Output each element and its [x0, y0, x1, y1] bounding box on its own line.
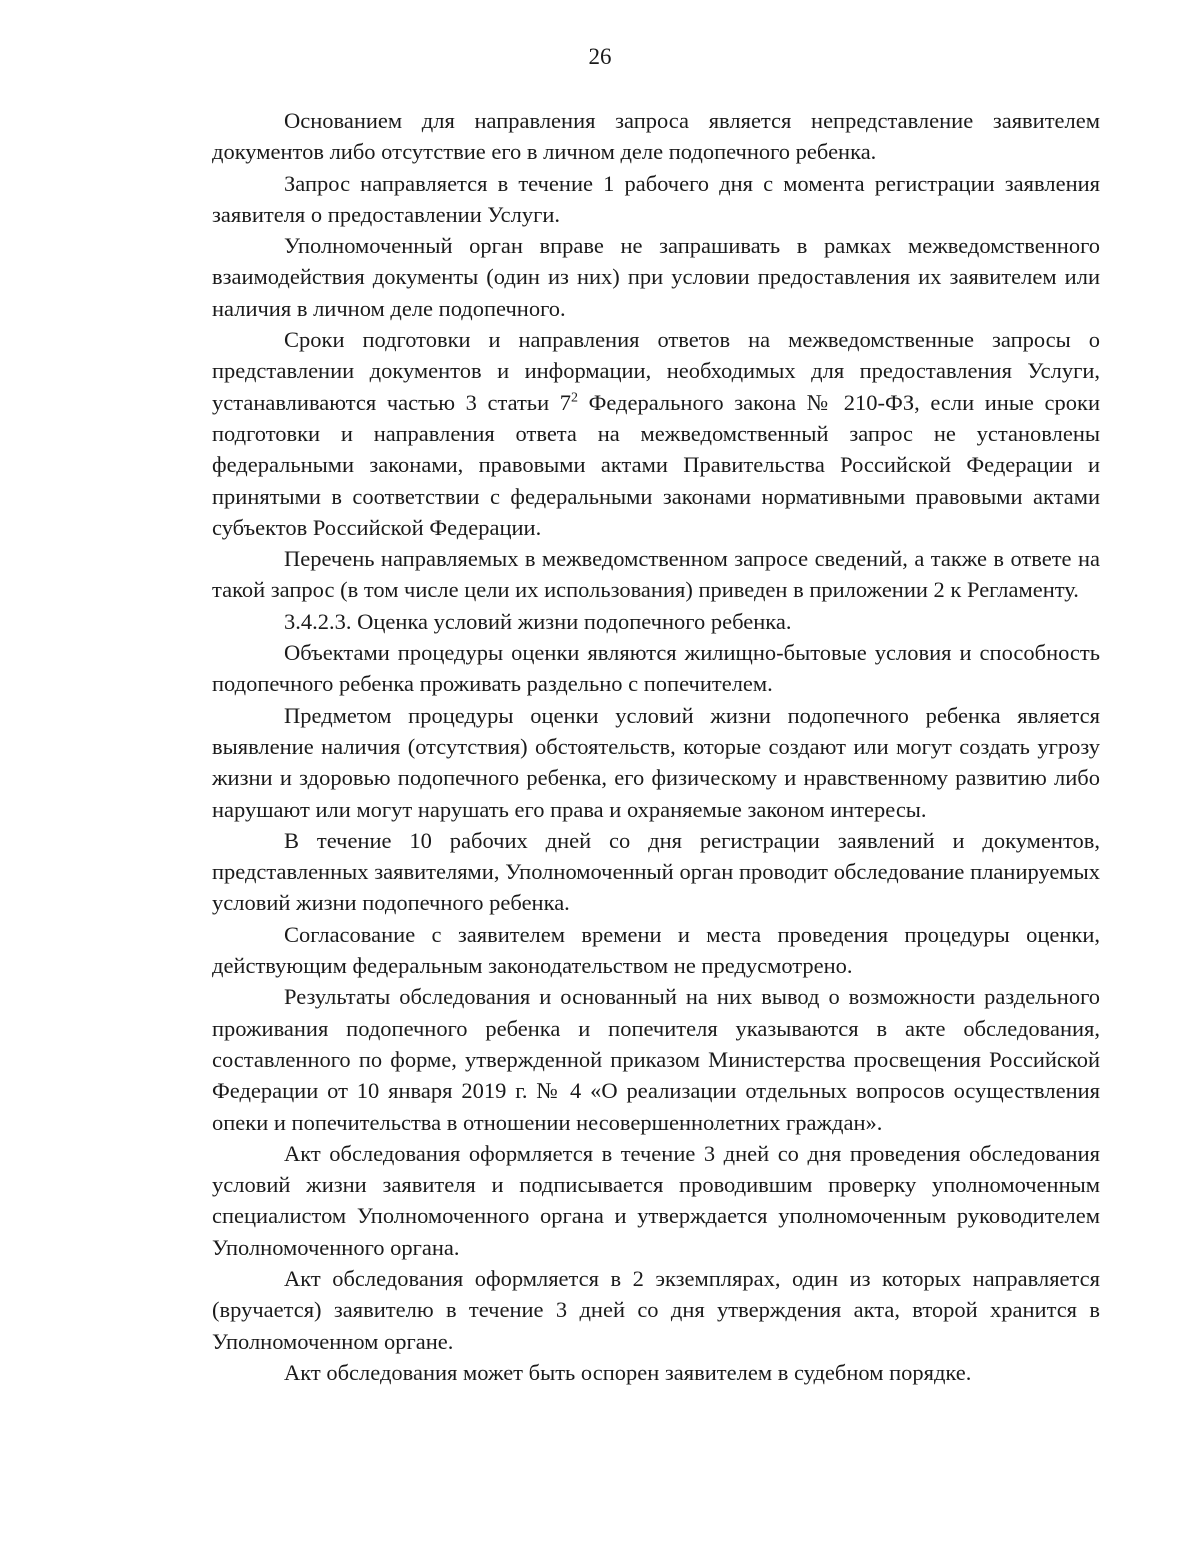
deadlines-text-start: Сроки подготовки и направления ответов на межведомственные запросы о представлении документов и информации, необходимых для предоставления Услуги, устанавливаются частью 3 статьи 7: [212, 327, 1100, 415]
paragraph-authority-right: Уполномоченный орган вправе не запрашивать в рамках межведомственного взаимодействия документы (один из них) при условии предоставления их заявителем или наличия в личном деле подопечного.: [212, 233, 1100, 321]
paragraph-request-information-list: Перечень направляемых в межведомственном запросе сведений, а также в ответе на такой запрос (в том числе цели их использования) приведен в приложении 2 к Регламенту.: [212, 546, 1100, 603]
page-number: 26: [588, 44, 612, 69]
article-superscript: 2: [570, 390, 578, 406]
deadlines-text-end: Федерального закона № 210-ФЗ, если иные сроки подготовки и направления ответа на межведомственный запрос не установлены федеральными законами, правовыми актами Правительства Российской Федерации и принятыми в соответствии с федеральными законами нормативными правовыми актами субъектов Российской Федерации.: [212, 389, 1100, 540]
paragraph-request-basis: Основанием для направления запроса является непредставление заявителем документов либо отсутствие его в личном деле подопечного ребенка.: [212, 108, 1100, 165]
paragraph-act-copies: Акт обследования оформляется в 2 экземплярах, один из которых направляется (вручается) заявителю в течение 3 дней со дня утверждения акта, второй хранится в Уполномоченном органе.: [212, 1265, 1100, 1354]
paragraph-assessment-subject: Предметом процедуры оценки условий жизни подопечного ребенка является выявление наличия (отсутствия) обстоятельств, которые создают или могут создать угрозу жизни и здоровью подопечного ребенка, его физическому и нравственному развитию либо нарушают или могут нарушать его права и охраняемые законом интересы.: [212, 702, 1100, 822]
paragraph-assessment-objects: Объектами процедуры оценки являются жилищно-бытовые условия и способность подопечного ребенка проживать раздельно с попечителем.: [212, 640, 1100, 697]
section-heading-3-4-2-3: 3.4.2.3. Оценка условий жизни подопечного ребенка.: [284, 608, 792, 634]
paragraph-inspection-results: Результаты обследования и основанный на них вывод о возможности раздельного проживания подопечного ребенка и попечителя указываются в акте обследования, составленного по форме, утвержденной приказом Министерства просвещения Российской Федерации от 10 января 2019 г. № 4 «О реализации отдельных вопросов осуществления опеки и попечительства в отношении несовершеннолетних граждан».: [212, 984, 1100, 1135]
paragraph-response-deadlines: [212, 324, 1100, 543]
paragraph-scheduling: Согласование с заявителем времени и места проведения процедуры оценки, действующим федеральным законодательством не предусмотрено.: [212, 921, 1100, 979]
paragraph-request-timing: Запрос направляется в течение 1 рабочего дня с момента регистрации заявления заявителя о предоставлении Услуги.: [212, 170, 1100, 227]
paragraph-inspection-period: В течение 10 рабочих дней со дня регистрации заявлений и документов, представленных заявителями, Уполномоченный орган проводит обследование планируемых условий жизни подопечного ребенка.: [212, 827, 1100, 916]
document-body: [212, 105, 1100, 1388]
paragraph-act-preparation: Акт обследования оформляется в течение 3 дней со дня проведения обследования условий жизни заявителя и подписывается проводившим проверку уполномоченным специалистом Уполномоченного органа и утверждается уполномоченным руководителем Уполномоченного органа.: [212, 1140, 1100, 1260]
paragraph-act-appeal: Акт обследования может быть оспорен заявителем в судебном порядке.: [284, 1359, 972, 1385]
